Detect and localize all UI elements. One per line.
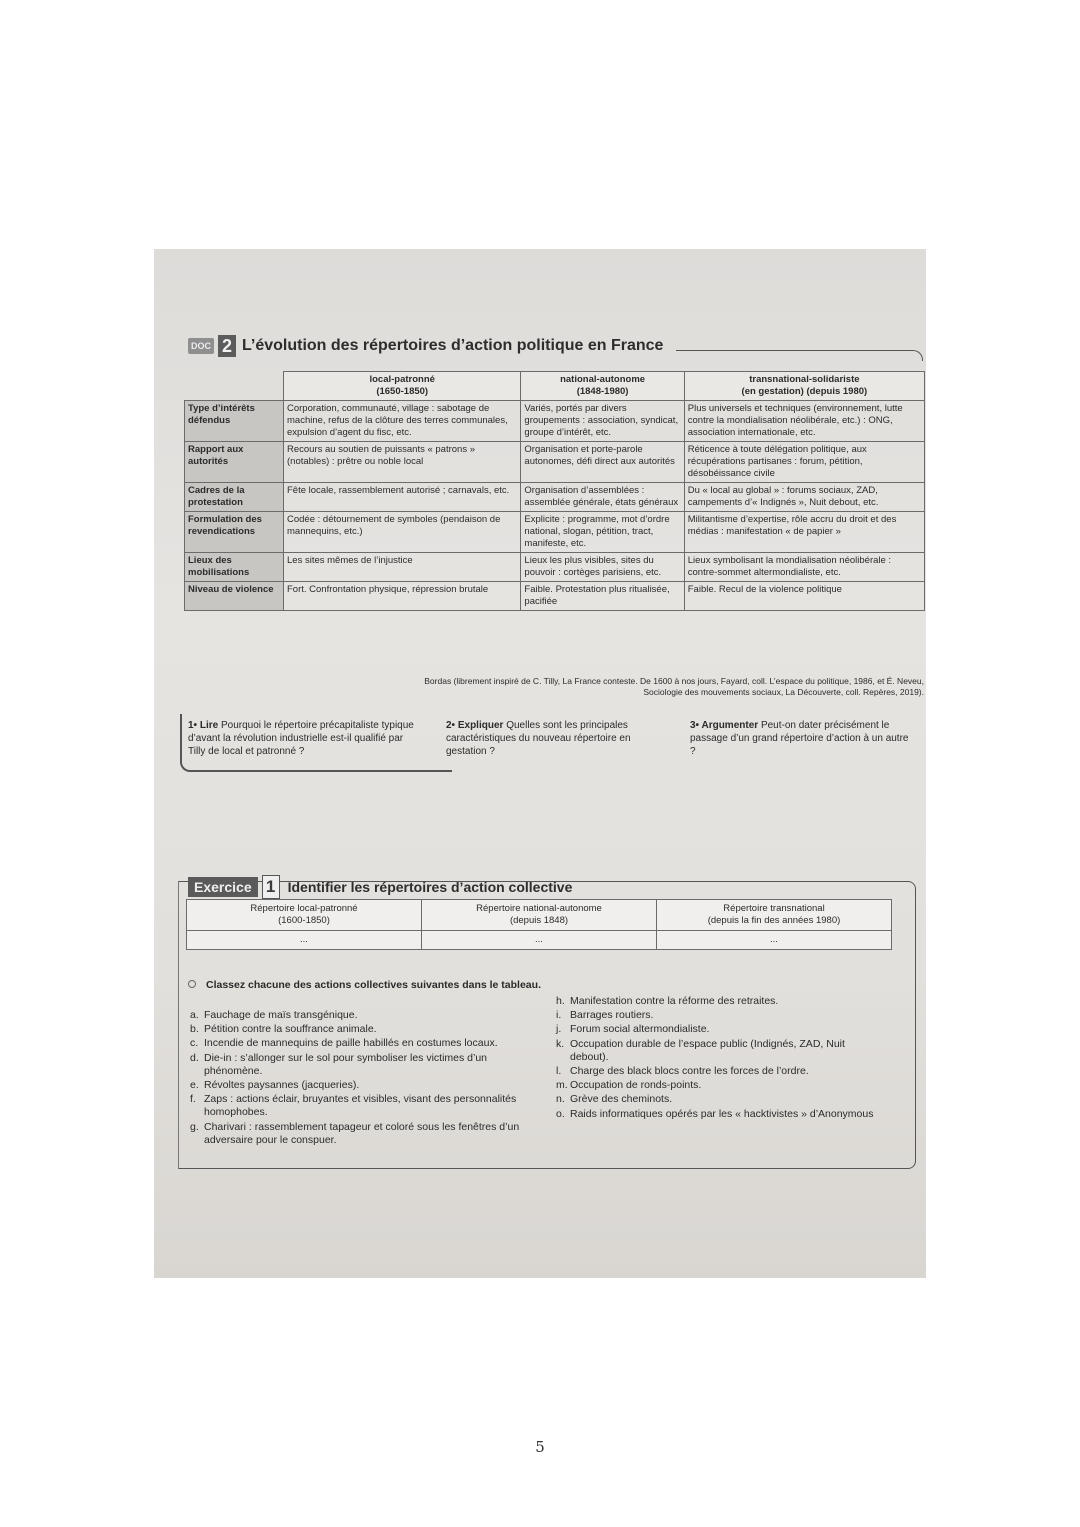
page-number: 5 (535, 1438, 545, 1456)
actions-list-left (190, 1009, 530, 1148)
list-item: i. Barrages routiers. (556, 1009, 654, 1022)
doc-number: 2 (218, 335, 236, 357)
row-header: Formulation des revendications (185, 512, 284, 553)
list-item: o. Raids informatiques opérés par les « hacktivistes » d’Anonymous (556, 1107, 874, 1120)
table-cell: Lieux les plus visibles, sites du pouvoir : cortèges parisiens, etc. (521, 553, 684, 582)
table-row (185, 442, 925, 483)
table-cell: Militantisme d’expertise, rôle accru du droit et des médias : manifestation « de papier » (684, 512, 924, 553)
list-item: b. Pétition contre la souffrance animale. (190, 1023, 377, 1036)
exercise-title: Identifier les répertoires d’action collective (287, 879, 573, 895)
list-item: l. Charge des black blocs contre les forces de l’ordre. (556, 1065, 809, 1078)
exercise-column-national: Répertoire national-autonome (depuis 1848) (422, 900, 657, 931)
table-cell: Variés, portés par divers groupements : association, syndicat, groupe d’intérêt, etc. (521, 401, 684, 442)
bullet-icon (188, 980, 196, 988)
question-1 (188, 719, 418, 758)
answer-cell: ... (657, 931, 892, 950)
table-row (185, 512, 925, 553)
answer-cell: ... (187, 931, 422, 950)
question-text: Peut-on dater précisément le passage d’un grand répertoire d’action à un autre ? (690, 720, 909, 757)
table-cell: Faible. Recul de la violence politique (684, 582, 924, 611)
question-label: 3• Argumenter (690, 720, 759, 731)
exercise-header (188, 875, 572, 899)
source-line-1: Bordas (librement inspiré de C. Tilly, La France conteste. De 1600 à nos jours, Fayard, coll. L’espace du politique, 1986, et É. Neveu, (424, 676, 924, 686)
list-item: g. Charivari : rassemblement tapageur et coloré sous les fenêtres d’un adversaire pour le conspuer. (190, 1120, 520, 1146)
table-cell: Explicite : programme, mot d’ordre national, slogan, pétition, tract, manifeste, etc. (521, 512, 684, 553)
table-cell: Faible. Protestation plus ritualisée, pacifiée (521, 582, 684, 611)
exercise-instruction: Classez chacune des actions collectives suivantes dans le tableau. (188, 979, 541, 991)
table-cell: Organisation et porte-parole autonomes, défi direct aux autorités (521, 442, 684, 483)
list-item: f. Zaps : actions éclair, bruyantes et visibles, visant des personnalités homophobes. (190, 1093, 517, 1119)
table-cell: Fête locale, rassemblement autorisé ; carnavals, etc. (284, 483, 521, 512)
column-header-national: national-autonome (1848-1980) (521, 372, 684, 401)
answer-cell: ... (422, 931, 657, 950)
table-header-row (185, 372, 925, 401)
exercise-number: 1 (262, 875, 280, 899)
list-item: j. Forum social altermondialiste. (556, 1023, 710, 1036)
table-row (185, 553, 925, 582)
exercise-column-transnational: Répertoire transnational (depuis la fin des années 1980) (657, 900, 892, 931)
question-label: 2• Expliquer (446, 720, 504, 731)
table-row (185, 401, 925, 442)
table-cell: Corporation, communauté, village : sabotage de machine, refus de la clôture des terres communales, expulsion d’agent du fisc, etc. (284, 401, 521, 442)
exercise-column-local: Répertoire local-patronné (1600-1850) (187, 900, 422, 931)
table-cell: Plus universels et techniques (environnement, lutte contre la mondialisation néolibérale, etc.) : ONG, association internationale, etc. (684, 401, 924, 442)
repertoire-table (184, 371, 925, 611)
question-label: 1• Lire (188, 720, 219, 731)
row-header: Niveau de violence (185, 582, 284, 611)
list-item: d. Die-in : s’allonger sur le sol pour symboliser les victimes d’un phénomène. (190, 1051, 488, 1077)
exercise-header-row (187, 900, 892, 931)
table-cell: Codée : détournement de symboles (pendaison de mannequins, etc.) (284, 512, 521, 553)
list-item: h. Manifestation contre la réforme des retraites. (556, 995, 779, 1007)
row-header: Type d’intérêts défendus (185, 401, 284, 442)
table-cell: Réticence à toute délégation politique, aux récupérations partisanes : forum, pétition, désobéissance civile (684, 442, 924, 483)
doc-tag: DOC (188, 338, 214, 354)
row-header: Rapport aux autorités (185, 442, 284, 483)
exercise-tag: Exercice (188, 877, 258, 897)
column-header-transnational: transnational-solidariste (en gestation) (depuis 1980) (684, 372, 924, 401)
list-item: c. Incendie de mannequins de paille habillés en costumes locaux. (190, 1037, 498, 1050)
question-3 (690, 719, 915, 758)
photographed-page (154, 249, 926, 1278)
table-cell: Du « local au global » : forums sociaux, ZAD, campements d’« Indignés », Nuit debout, etc. (684, 483, 924, 512)
table-cell: Recours au soutien de puissants « patrons » (notables) : prêtre ou noble local (284, 442, 521, 483)
table-row (185, 483, 925, 512)
exercise-table (186, 899, 892, 950)
table-cell: Les sites mêmes de l’injustice (284, 553, 521, 582)
table-cell: Lieux symbolisant la mondialisation néolibérale : contre-sommet altermondialiste, etc. (684, 553, 924, 582)
list-item: a. Fauchage de maïs transgénique. (190, 1009, 358, 1021)
table-cell: Organisation d’assemblées : assemblée générale, états généraux (521, 483, 684, 512)
source-line-2: Sociologie des mouvements sociaux, La Découverte, coll. Repères, 2019). (643, 687, 924, 697)
title-rule (676, 350, 923, 361)
list-item: n. Grève des cheminots. (556, 1093, 673, 1106)
row-header: Lieux des mobilisations (185, 553, 284, 582)
table-row (185, 582, 925, 611)
question-2 (446, 719, 661, 758)
doc-title: L’évolution des répertoires d’action politique en France (242, 337, 664, 354)
column-header-local: local-patronné (1650-1850) (284, 372, 521, 401)
row-header: Cadres de la protestation (185, 483, 284, 512)
question-text: Pourquoi le répertoire précapitaliste typique d’avant la révolution industrielle est-il qualifié par Tilly de local et patronné ? (188, 720, 414, 757)
question-text: Quelles sont les principales caractéristiques du nouveau répertoire en gestation ? (446, 720, 631, 757)
empty-corner-cell (185, 372, 284, 401)
source-citation (314, 676, 924, 698)
list-item: e. Révoltes paysannes (jacqueries). (190, 1079, 360, 1092)
exercise-answer-row (187, 931, 892, 950)
list-item: m. Occupation de ronds-points. (556, 1079, 702, 1092)
doc-header (188, 335, 663, 357)
table-cell: Fort. Confrontation physique, répression brutale (284, 582, 521, 611)
list-item: k. Occupation durable de l’espace public (Indignés, ZAD, Nuit debout). (556, 1037, 845, 1063)
actions-list-right (556, 995, 886, 1122)
